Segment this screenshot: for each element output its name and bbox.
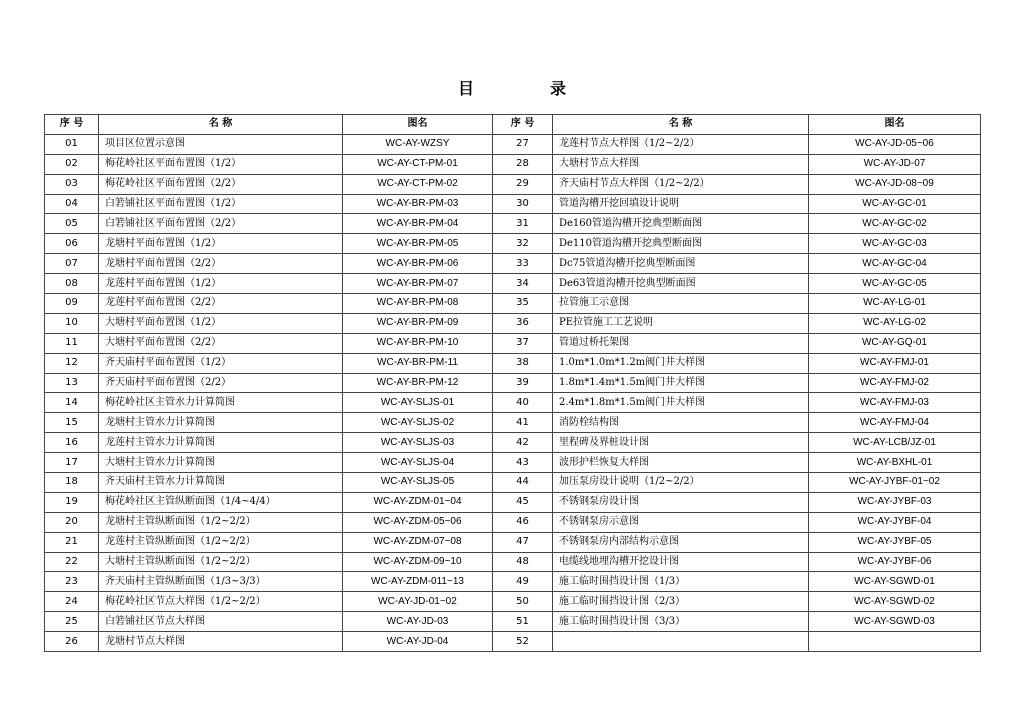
- right-name-cell: 不锈钢泵房内部结构示意图: [553, 532, 809, 552]
- table-row: [45, 612, 981, 632]
- left-code-cell: WC-AY-BR-PM-12: [343, 373, 493, 393]
- right-number-cell: 29: [493, 174, 553, 194]
- right-number-cell: 51: [493, 612, 553, 632]
- table-row: [45, 433, 981, 453]
- right-name-cell: 拉管施工示意图: [553, 294, 809, 314]
- left-number-cell: 15: [45, 413, 99, 433]
- right-code-cell: WC-AY-SGWD-02: [809, 592, 981, 612]
- right-name-cell: 管道过桥托架图: [553, 333, 809, 353]
- right-number-cell: 34: [493, 274, 553, 294]
- right-number-cell: 37: [493, 333, 553, 353]
- left-code-cell: WC-AY-BR-PM-07: [343, 274, 493, 294]
- right-number-cell: 45: [493, 492, 553, 512]
- left-name-cell: 梅花岭社区平面布置图（1/2）: [99, 154, 343, 174]
- table-row: [45, 453, 981, 473]
- right-code-cell: WC-AY-FMJ-04: [809, 413, 981, 433]
- right-name-cell: De110管道沟槽开挖典型断面图: [553, 234, 809, 254]
- left-code-cell: WC-AY-ZDM-05~06: [343, 512, 493, 532]
- table-row: [45, 572, 981, 592]
- left-name-cell: 白箬铺社区平面布置图（1/2）: [99, 194, 343, 214]
- right-number-cell: 35: [493, 294, 553, 314]
- right-name-cell: De63管道沟槽开挖典型断面图: [553, 274, 809, 294]
- right-code-cell: WC-AY-JD-07: [809, 154, 981, 174]
- right-code-cell: [809, 632, 981, 652]
- table-row: [45, 373, 981, 393]
- right-name-cell: De160管道沟槽开挖典型断面图: [553, 214, 809, 234]
- right-name-cell: 消防栓结构图: [553, 413, 809, 433]
- right-number-cell: 50: [493, 592, 553, 612]
- left-code-cell: WC-AY-BR-PM-03: [343, 194, 493, 214]
- left-number-cell: 01: [45, 134, 99, 154]
- left-code-cell: WC-AY-BR-PM-09: [343, 313, 493, 333]
- left-name-cell: 梅花岭社区主管纵断面图（1/4~4/4）: [99, 492, 343, 512]
- right-code-cell: WC-AY-SGWD-03: [809, 612, 981, 632]
- left-number-cell: 16: [45, 433, 99, 453]
- left-name-cell: 龙莲村主管纵断面图（1/2~2/2）: [99, 532, 343, 552]
- table-row: [45, 632, 981, 652]
- right-name-cell: 波形护栏恢复大样图: [553, 453, 809, 473]
- right-code-cell: WC-AY-GC-02: [809, 214, 981, 234]
- table-row: [45, 134, 981, 154]
- right-number-cell: 27: [493, 134, 553, 154]
- table-row: [45, 473, 981, 493]
- table-row: [45, 234, 981, 254]
- left-number-cell: 21: [45, 532, 99, 552]
- left-number-cell: 23: [45, 572, 99, 592]
- right-code-cell: WC-AY-GQ-01: [809, 333, 981, 353]
- left-name-cell: 齐天庙村主管纵断面图（1/3~3/3）: [99, 572, 343, 592]
- right-name-cell: 不锈钢泵房示意图: [553, 512, 809, 532]
- right-number-cell: 28: [493, 154, 553, 174]
- header-no-right: 序 号: [493, 115, 553, 135]
- left-code-cell: WC-AY-BR-PM-04: [343, 214, 493, 234]
- table-row: [45, 393, 981, 413]
- left-number-cell: 19: [45, 492, 99, 512]
- right-name-cell: 1.0m*1.0m*1.2m阀门井大样图: [553, 353, 809, 373]
- right-code-cell: WC-AY-FMJ-02: [809, 373, 981, 393]
- right-number-cell: 31: [493, 214, 553, 234]
- right-code-cell: WC-AY-FMJ-01: [809, 353, 981, 373]
- left-code-cell: WC-AY-ZDM-07~08: [343, 532, 493, 552]
- left-number-cell: 08: [45, 274, 99, 294]
- left-number-cell: 26: [45, 632, 99, 652]
- right-number-cell: 44: [493, 473, 553, 493]
- left-number-cell: 22: [45, 552, 99, 572]
- header-name-left: 名 称: [99, 115, 343, 135]
- left-code-cell: WC-AY-CT-PM-01: [343, 154, 493, 174]
- left-number-cell: 24: [45, 592, 99, 612]
- left-code-cell: WC-AY-BR-PM-05: [343, 234, 493, 254]
- left-name-cell: 白箬铺社区节点大样图: [99, 612, 343, 632]
- table-row: [45, 194, 981, 214]
- left-code-cell: WC-AY-BR-PM-10: [343, 333, 493, 353]
- right-name-cell: 1.8m*1.4m*1.5m阀门井大样图: [553, 373, 809, 393]
- table-row: [45, 492, 981, 512]
- left-name-cell: 龙莲村主管水力计算简图: [99, 433, 343, 453]
- left-code-cell: WC-AY-SLJS-01: [343, 393, 493, 413]
- right-number-cell: 46: [493, 512, 553, 532]
- right-number-cell: 49: [493, 572, 553, 592]
- right-number-cell: 47: [493, 532, 553, 552]
- right-name-cell: 施工临时围挡设计图（1/3）: [553, 572, 809, 592]
- right-name-cell: 施工临时围挡设计图（3/3）: [553, 612, 809, 632]
- left-number-cell: 02: [45, 154, 99, 174]
- title-part-2: 录: [550, 79, 568, 98]
- page-title: [0, 76, 1024, 100]
- table-row: [45, 552, 981, 572]
- left-name-cell: 大塘村主管纵断面图（1/2~2/2）: [99, 552, 343, 572]
- table-row: [45, 353, 981, 373]
- right-name-cell: 2.4m*1.8m*1.5m阀门井大样图: [553, 393, 809, 413]
- right-name-cell: [553, 632, 809, 652]
- table-header-row: [45, 115, 981, 135]
- left-code-cell: WC-AY-JD-01~02: [343, 592, 493, 612]
- right-number-cell: 39: [493, 373, 553, 393]
- table-row: [45, 333, 981, 353]
- left-number-cell: 06: [45, 234, 99, 254]
- right-number-cell: 48: [493, 552, 553, 572]
- right-code-cell: WC-AY-BXHL-01: [809, 453, 981, 473]
- drawing-index-table: [44, 114, 981, 652]
- table-row: [45, 313, 981, 333]
- title-part-1: 目: [458, 79, 476, 98]
- table-row: [45, 174, 981, 194]
- table-row: [45, 592, 981, 612]
- left-number-cell: 09: [45, 294, 99, 314]
- header-code-right: 图名: [809, 115, 981, 135]
- table-row: [45, 532, 981, 552]
- right-code-cell: WC-AY-GC-03: [809, 234, 981, 254]
- left-name-cell: 梅花岭社区节点大样图（1/2~2/2）: [99, 592, 343, 612]
- right-number-cell: 42: [493, 433, 553, 453]
- left-number-cell: 13: [45, 373, 99, 393]
- right-code-cell: WC-AY-JYBF-05: [809, 532, 981, 552]
- left-number-cell: 20: [45, 512, 99, 532]
- right-name-cell: 加压泵房设计说明（1/2~2/2）: [553, 473, 809, 493]
- right-number-cell: 33: [493, 254, 553, 274]
- right-name-cell: 不锈钢泵房设计图: [553, 492, 809, 512]
- right-code-cell: WC-AY-JD-08~09: [809, 174, 981, 194]
- right-name-cell: 管道沟槽开挖回填设计说明: [553, 194, 809, 214]
- left-name-cell: 龙莲村平面布置图（1/2）: [99, 274, 343, 294]
- table-row: [45, 274, 981, 294]
- right-number-cell: 32: [493, 234, 553, 254]
- left-name-cell: 龙莲村平面布置图（2/2）: [99, 294, 343, 314]
- left-code-cell: WC-AY-ZDM-011~13: [343, 572, 493, 592]
- left-code-cell: WC-AY-BR-PM-08: [343, 294, 493, 314]
- right-code-cell: WC-AY-LG-01: [809, 294, 981, 314]
- right-code-cell: WC-AY-JYBF-06: [809, 552, 981, 572]
- left-number-cell: 04: [45, 194, 99, 214]
- right-code-cell: WC-AY-LCB/JZ-01: [809, 433, 981, 453]
- left-name-cell: 齐天庙村主管水力计算简图: [99, 473, 343, 493]
- right-number-cell: 43: [493, 453, 553, 473]
- left-code-cell: WC-AY-JD-03: [343, 612, 493, 632]
- left-number-cell: 03: [45, 174, 99, 194]
- left-code-cell: WC-AY-SLJS-05: [343, 473, 493, 493]
- table-row: [45, 214, 981, 234]
- table-row: [45, 512, 981, 532]
- right-code-cell: WC-AY-LG-02: [809, 313, 981, 333]
- left-name-cell: 龙塘村节点大样图: [99, 632, 343, 652]
- right-name-cell: 龙莲村节点大样图（1/2~2/2）: [553, 134, 809, 154]
- right-number-cell: 38: [493, 353, 553, 373]
- left-name-cell: 龙塘村平面布置图（1/2）: [99, 234, 343, 254]
- right-code-cell: WC-AY-SGWD-01: [809, 572, 981, 592]
- left-code-cell: WC-AY-ZDM-01~04: [343, 492, 493, 512]
- right-number-cell: 36: [493, 313, 553, 333]
- right-name-cell: 里程碑及界桩设计图: [553, 433, 809, 453]
- left-name-cell: 大塘村平面布置图（2/2）: [99, 333, 343, 353]
- left-code-cell: WC-AY-ZDM-09~10: [343, 552, 493, 572]
- right-number-cell: 41: [493, 413, 553, 433]
- left-number-cell: 17: [45, 453, 99, 473]
- left-name-cell: 大塘村主管水力计算简图: [99, 453, 343, 473]
- left-code-cell: WC-AY-WZSY: [343, 134, 493, 154]
- left-code-cell: WC-AY-JD-04: [343, 632, 493, 652]
- header-name-right: 名 称: [553, 115, 809, 135]
- left-number-cell: 25: [45, 612, 99, 632]
- table-row: [45, 254, 981, 274]
- left-number-cell: 14: [45, 393, 99, 413]
- right-name-cell: PE拉管施工工艺说明: [553, 313, 809, 333]
- right-code-cell: WC-AY-JYBF-03: [809, 492, 981, 512]
- left-number-cell: 05: [45, 214, 99, 234]
- header-code-left: 图名: [343, 115, 493, 135]
- left-code-cell: WC-AY-CT-PM-02: [343, 174, 493, 194]
- table-row: [45, 154, 981, 174]
- left-code-cell: WC-AY-SLJS-03: [343, 433, 493, 453]
- left-name-cell: 大塘村平面布置图（1/2）: [99, 313, 343, 333]
- left-number-cell: 07: [45, 254, 99, 274]
- left-name-cell: 白箬铺社区平面布置图（2/2）: [99, 214, 343, 234]
- left-number-cell: 12: [45, 353, 99, 373]
- table-row: [45, 294, 981, 314]
- right-name-cell: 齐天庙村节点大样图（1/2~2/2）: [553, 174, 809, 194]
- header-no-left: 序 号: [45, 115, 99, 135]
- right-code-cell: WC-AY-JD-05~06: [809, 134, 981, 154]
- left-name-cell: 龙塘村主管水力计算简图: [99, 413, 343, 433]
- right-code-cell: WC-AY-GC-04: [809, 254, 981, 274]
- right-number-cell: 52: [493, 632, 553, 652]
- right-name-cell: Dc75管道沟槽开挖典型断面图: [553, 254, 809, 274]
- left-name-cell: 齐天庙村平面布置图（2/2）: [99, 373, 343, 393]
- left-number-cell: 18: [45, 473, 99, 493]
- right-name-cell: 施工临时围挡设计图（2/3）: [553, 592, 809, 612]
- right-code-cell: WC-AY-JYBF-01~02: [809, 473, 981, 493]
- left-name-cell: 龙塘村平面布置图（2/2）: [99, 254, 343, 274]
- left-number-cell: 10: [45, 313, 99, 333]
- left-code-cell: WC-AY-BR-PM-11: [343, 353, 493, 373]
- right-code-cell: WC-AY-GC-05: [809, 274, 981, 294]
- left-name-cell: 梅花岭社区平面布置图（2/2）: [99, 174, 343, 194]
- left-name-cell: 梅花岭社区主管水力计算简图: [99, 393, 343, 413]
- right-number-cell: 30: [493, 194, 553, 214]
- left-code-cell: WC-AY-BR-PM-06: [343, 254, 493, 274]
- right-code-cell: WC-AY-GC-01: [809, 194, 981, 214]
- right-code-cell: WC-AY-FMJ-03: [809, 393, 981, 413]
- table-row: [45, 413, 981, 433]
- left-code-cell: WC-AY-SLJS-04: [343, 453, 493, 473]
- left-name-cell: 项目区位置示意图: [99, 134, 343, 154]
- left-name-cell: 龙塘村主管纵断面图（1/2~2/2）: [99, 512, 343, 532]
- left-code-cell: WC-AY-SLJS-02: [343, 413, 493, 433]
- right-name-cell: 电缆线地埋沟槽开挖设计图: [553, 552, 809, 572]
- left-name-cell: 齐天庙村平面布置图（1/2）: [99, 353, 343, 373]
- right-name-cell: 大塘村节点大样图: [553, 154, 809, 174]
- left-number-cell: 11: [45, 333, 99, 353]
- right-code-cell: WC-AY-JYBF-04: [809, 512, 981, 532]
- right-number-cell: 40: [493, 393, 553, 413]
